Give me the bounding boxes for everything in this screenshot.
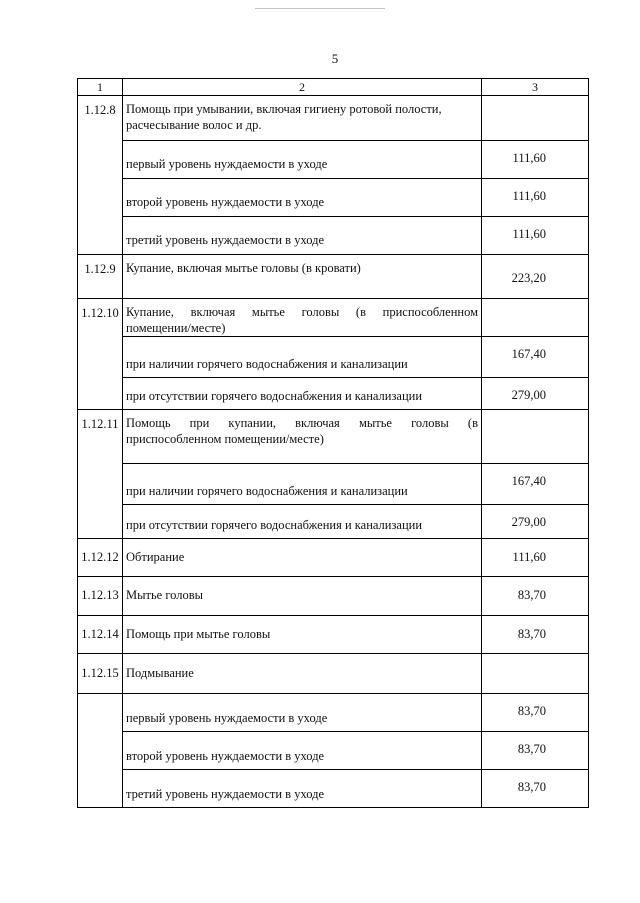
row-title: Мытье головы — [123, 577, 482, 616]
table-row — [78, 464, 589, 505]
table-row — [78, 179, 589, 217]
table-row — [78, 539, 589, 577]
empty-price-cell — [482, 299, 589, 337]
row-title: Помощь при мытье головы — [123, 616, 482, 654]
table-row — [78, 410, 589, 464]
row-title: Обтирание — [123, 539, 482, 577]
table-row — [78, 732, 589, 770]
empty-price-cell — [482, 96, 589, 141]
row-code: 1.12.15 — [78, 654, 123, 694]
row-price: 111,60 — [482, 217, 589, 255]
table-row — [78, 96, 589, 141]
row-item-label: первый уровень нуждаемости в уходе — [123, 141, 482, 179]
row-price: 83,70 — [482, 694, 589, 732]
row-code: 1.12.14 — [78, 616, 123, 654]
row-price: 83,70 — [482, 770, 589, 808]
row-code: 1.12.13 — [78, 577, 123, 616]
row-price: 111,60 — [482, 539, 589, 577]
row-price: 223,20 — [482, 255, 589, 299]
row-code: 1.12.10 — [78, 299, 123, 410]
table-row — [78, 337, 589, 378]
row-price: 279,00 — [482, 378, 589, 410]
row-item-label: при отсутствии горячего водоснабжения и канализации — [123, 378, 482, 410]
row-price: 167,40 — [482, 464, 589, 505]
table-row — [78, 616, 589, 654]
table-row — [78, 141, 589, 179]
services-table — [77, 78, 589, 808]
row-item-label: второй уровень нуждаемости в уходе — [123, 179, 482, 217]
row-item-label: третий уровень нуждаемости в уходе — [123, 217, 482, 255]
row-title: Купание, включая мытье головы (в приспособленном помещении/месте) — [123, 299, 482, 337]
row-price: 167,40 — [482, 337, 589, 378]
table-header-row — [78, 79, 589, 96]
top-scan-line — [255, 8, 385, 9]
table-row — [78, 255, 589, 299]
table-row — [78, 299, 589, 337]
row-title: Помощь при умывании, включая гигиену ротовой полости, расчесывание волос и др. — [123, 96, 482, 141]
table-row — [78, 694, 589, 732]
row-item-label: при наличии горячего водоснабжения и канализации — [123, 464, 482, 505]
row-price: 83,70 — [482, 732, 589, 770]
header-col-2: 2 — [123, 79, 482, 96]
row-item-label: третий уровень нуждаемости в уходе — [123, 770, 482, 808]
row-title: Подмывание — [123, 654, 482, 694]
row-code: 1.12.11 — [78, 410, 123, 539]
row-price: 111,60 — [482, 179, 589, 217]
header-col-3: 3 — [482, 79, 589, 96]
table-row — [78, 577, 589, 616]
row-item-label: второй уровень нуждаемости в уходе — [123, 732, 482, 770]
table-row — [78, 217, 589, 255]
table-row — [78, 505, 589, 539]
table-row — [78, 378, 589, 410]
row-title: Купание, включая мытье головы (в кровати) — [123, 255, 482, 299]
empty-code-cell — [78, 694, 123, 808]
row-item-label: первый уровень нуждаемости в уходе — [123, 694, 482, 732]
row-price: 83,70 — [482, 616, 589, 654]
table-row — [78, 770, 589, 808]
row-item-label: при отсутствии горячего водоснабжения и канализации — [123, 505, 482, 539]
empty-price-cell — [482, 410, 589, 464]
row-price: 279,00 — [482, 505, 589, 539]
header-col-1: 1 — [78, 79, 123, 96]
page-number: 5 — [331, 51, 339, 66]
row-title: Помощь при купании, включая мытье головы (в приспособленном помещении/месте) — [123, 410, 482, 464]
table-row — [78, 654, 589, 694]
row-code: 1.12.8 — [78, 96, 123, 255]
row-price: 111,60 — [482, 141, 589, 179]
empty-price-cell — [482, 654, 589, 694]
row-code: 1.12.9 — [78, 255, 123, 299]
row-code: 1.12.12 — [78, 539, 123, 577]
row-price: 83,70 — [482, 577, 589, 616]
row-item-label: при наличии горячего водоснабжения и канализации — [123, 337, 482, 378]
